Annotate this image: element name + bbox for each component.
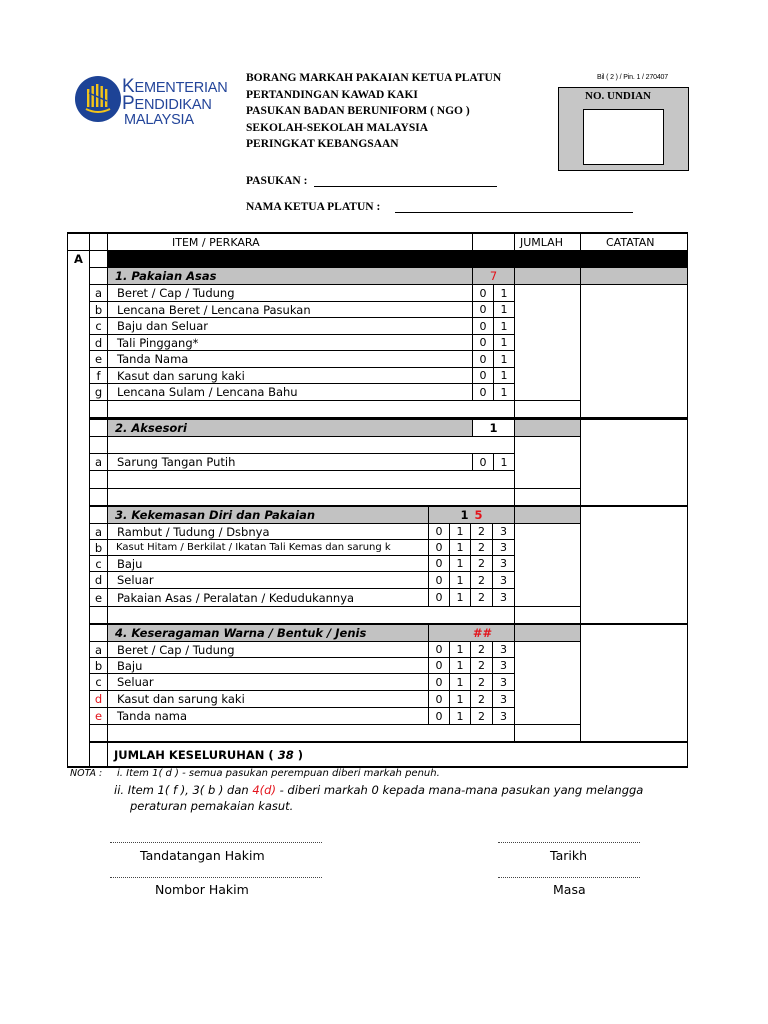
spacer-row [107, 470, 515, 489]
row-letter: b [89, 657, 108, 674]
group-header-band [107, 250, 688, 268]
score-option: 0 [428, 539, 450, 556]
group-label: A [74, 252, 83, 266]
section-4-remarks-box [580, 624, 688, 743]
notes-label: NOTA : [70, 768, 103, 779]
row-letter: d [89, 571, 108, 589]
row-letter: a [89, 284, 108, 302]
section-2-title [107, 419, 473, 437]
header-total-label: JUMLAH [520, 235, 563, 249]
header-total [514, 233, 581, 251]
section-4-max-value: ## [472, 626, 493, 640]
score-option: 1 [449, 539, 471, 556]
section-2-remarks-box [580, 419, 688, 507]
score-option: 0 [428, 641, 450, 658]
score-option: 2 [470, 555, 493, 572]
logo-line-pendidikan: PENDIDIKAN [122, 93, 212, 114]
team-blank-line [314, 186, 497, 187]
row-letter-highlighted: d [89, 690, 108, 708]
score-option: 2 [470, 673, 493, 691]
section-4-max [428, 624, 515, 642]
section-1-total-head [514, 267, 581, 285]
letter-cell [89, 250, 108, 268]
section-1-remarks-box [580, 284, 688, 419]
row-letter: e [89, 588, 108, 607]
score-option: 0 [472, 383, 494, 401]
score-option: 1 [493, 317, 515, 335]
date-line [498, 842, 640, 843]
logo-line-kementerian: KEMENTERIAN [122, 76, 228, 97]
score-option: 1 [449, 641, 471, 658]
score-option: 0 [428, 673, 450, 691]
section-1-title [107, 267, 473, 285]
score-option: 0 [472, 350, 494, 368]
score-option: 0 [428, 523, 450, 540]
score-option: 2 [470, 539, 493, 556]
row-item: Rambut / Tudung / Dsbnya [107, 523, 429, 540]
team-label: PASUKAN : [246, 175, 308, 187]
row-letter: c [89, 317, 108, 335]
score-option: 0 [472, 301, 494, 318]
judge-number-line [110, 877, 322, 878]
note-2-prefix: ii. Item 1( f ), 3( b ) dan [114, 783, 253, 797]
section-2-max [472, 419, 515, 437]
letter-cell [89, 470, 108, 489]
row-item: Beret / Cap / Tudung [107, 284, 473, 302]
note-2-continuation: peraturan pemakaian kasut. [130, 799, 294, 813]
draw-number-field [583, 109, 664, 165]
score-option: 1 [493, 383, 515, 401]
score-option: 2 [470, 523, 493, 540]
row-letter: g [89, 383, 108, 401]
grand-total-value: 38 [277, 748, 294, 762]
header-cell-group [67, 233, 90, 251]
grand-total-label: JUMLAH KESELURUHAN ( [114, 748, 274, 762]
score-option: 1 [449, 657, 471, 674]
form-title-line-4: SEKOLAH-SEKOLAH MALAYSIA [246, 122, 429, 134]
row-item: Baju [107, 657, 429, 674]
section-1-remarks-head [580, 267, 688, 285]
score-option: 3 [492, 641, 515, 658]
form-title-line-1: BORANG MARKAH PAKAIAN KETUA PLATUN [246, 72, 502, 84]
score-option: 0 [472, 367, 494, 384]
section-3-total-head [514, 506, 581, 524]
score-option: 1 [449, 523, 471, 540]
section-2-total-box [514, 436, 581, 489]
row-letter: b [89, 539, 108, 556]
score-option: 1 [493, 367, 515, 384]
score-option: 3 [492, 571, 515, 589]
grand-total-close: ) [297, 748, 303, 762]
score-option: 3 [492, 523, 515, 540]
score-option: 0 [428, 657, 450, 674]
score-option: 3 [492, 673, 515, 691]
score-option: 3 [492, 588, 515, 607]
score-option: 2 [470, 690, 493, 708]
section-4-total-head [514, 624, 581, 642]
section-1-max-value: 7 [489, 269, 498, 283]
row-item: Pakaian Asas / Peralatan / Kedudukannya [107, 588, 429, 607]
score-option: 1 [449, 690, 471, 708]
row-letter: d [89, 334, 108, 351]
row-letter: a [89, 641, 108, 658]
section-3-title-text: 3. Kekemasan Diri dan Pakaian [115, 508, 316, 522]
section-1-title-text: 1. Pakaian Asas [115, 269, 217, 283]
judge-signature-label: Tandatangan Hakim [140, 848, 265, 863]
date-label: Tarikh [550, 848, 587, 863]
header-cell-score [472, 233, 515, 251]
form-title-line-5: PERINGKAT KEBANGSAAN [246, 138, 399, 150]
row-item: Kasut Hitam / Berkilat / Ikatan Tali Kemas dan sarung k [107, 539, 429, 556]
letter-cell [89, 419, 108, 437]
judge-signature-line [110, 842, 322, 843]
group-column [67, 250, 90, 768]
draw-number-box [558, 87, 689, 171]
score-option: 1 [449, 707, 471, 725]
spacer-row [107, 436, 515, 454]
letter-cell [89, 624, 108, 642]
form-title-line-3: PASUKAN BADAN BERUNIFORM ( NGO ) [246, 105, 470, 117]
score-option: 1 [493, 350, 515, 368]
note-2-highlight: 4(d) [252, 783, 276, 797]
score-option: 1 [449, 571, 471, 589]
score-option: 1 [493, 453, 515, 471]
score-option: 1 [493, 284, 515, 302]
header-item-label: ITEM / PERKARA [172, 235, 260, 249]
score-option: 0 [428, 690, 450, 708]
judge-number-label: Nombor Hakim [155, 882, 249, 897]
row-letter: b [89, 301, 108, 318]
section-1-total-box [514, 284, 581, 401]
section-3-max [428, 506, 515, 524]
row-item: Seluar [107, 673, 429, 691]
score-option: 2 [470, 588, 493, 607]
row-item: Tanda nama [107, 707, 429, 725]
score-option: 2 [470, 641, 493, 658]
row-item: Seluar [107, 571, 429, 589]
row-item: Kasut dan sarung kaki [107, 367, 473, 384]
row-letter: c [89, 673, 108, 691]
header-remarks [580, 233, 688, 251]
logo-line-malaysia: MALAYSIA [124, 112, 194, 128]
row-item: Baju [107, 555, 429, 572]
score-option: 0 [428, 707, 450, 725]
row-item: Kasut dan sarung kaki [107, 690, 429, 708]
table-top-rule [67, 232, 688, 234]
row-item: Beret / Cap / Tudung [107, 641, 429, 658]
row-letter: a [89, 523, 108, 540]
score-option: 0 [428, 588, 450, 607]
leader-label: NAMA KETUA PLATUN : [246, 201, 381, 213]
letter-cell [89, 436, 108, 454]
score-option: 3 [492, 555, 515, 572]
score-option: 1 [449, 673, 471, 691]
score-option: 1 [449, 555, 471, 572]
form-reference-number: Bil ( 2 ) / Pin. 1 / 270407 [597, 74, 669, 81]
letter-cell [89, 742, 108, 768]
row-letter: f [89, 367, 108, 384]
note-2-suffix: - diberi markah 0 kepada mana-mana pasukan yang melangga [275, 783, 644, 797]
score-option: 2 [470, 657, 493, 674]
header-cell-letter [89, 233, 108, 251]
score-option: 3 [492, 657, 515, 674]
grand-total-row [107, 742, 688, 768]
row-letter: e [89, 350, 108, 368]
score-option: 2 [470, 707, 493, 725]
row-letter-highlighted: e [89, 707, 108, 725]
row-item: Tali Pinggang* [107, 334, 473, 351]
note-1: i. Item 1( d ) - semua pasukan perempuan diberi markah penuh. [117, 768, 440, 779]
section-4-title [107, 624, 429, 642]
draw-number-label: NO. UNDIAN [585, 90, 651, 102]
section-3-remarks-box [580, 506, 688, 625]
section-4-title-text: 4. Keseragaman Warna / Bentuk / Jenis [115, 626, 367, 640]
leader-blank-line [395, 212, 633, 213]
section-3-title [107, 506, 429, 524]
score-option: 0 [428, 555, 450, 572]
score-option: 1 [493, 334, 515, 351]
note-2 [114, 782, 687, 798]
score-option: 3 [492, 690, 515, 708]
section-1-max [472, 267, 515, 285]
row-item: Lencana Beret / Lencana Pasukan [107, 301, 473, 318]
section-2-total-head [514, 419, 581, 437]
letter-cell [89, 506, 108, 524]
section-3-max-digit-1: 1 [460, 508, 469, 522]
section-3-total-box [514, 523, 581, 607]
header-remarks-label: CATATAN [606, 235, 655, 249]
score-option: 0 [428, 571, 450, 589]
section-2-max-value: 1 [489, 421, 498, 435]
score-option: 0 [472, 284, 494, 302]
letter-cell [89, 267, 108, 285]
score-option: 2 [470, 571, 493, 589]
section-3-max-digit-2: 5 [474, 508, 483, 522]
form-title-line-2: PERTANDINGAN KAWAD KAKI [246, 89, 418, 101]
score-option: 0 [472, 334, 494, 351]
score-option: 3 [492, 539, 515, 556]
score-option: 0 [472, 317, 494, 335]
time-line [498, 877, 640, 878]
row-item: Lencana Sulam / Lencana Bahu [107, 383, 473, 401]
time-label: Masa [553, 882, 586, 897]
score-option: 1 [449, 588, 471, 607]
ministry-emblem-icon [74, 75, 122, 123]
section-4-total-box [514, 641, 581, 725]
row-item: Tanda Nama [107, 350, 473, 368]
score-option: 0 [472, 453, 494, 471]
score-option: 3 [492, 707, 515, 725]
row-letter: a [89, 453, 108, 471]
score-option: 1 [493, 301, 515, 318]
row-item: Baju dan Seluar [107, 317, 473, 335]
row-letter: c [89, 555, 108, 572]
section-2-title-text: 2. Aksesori [115, 421, 187, 435]
row-item: Sarung Tangan Putih [107, 453, 473, 471]
header-item [107, 233, 473, 251]
ministry-logo-text [122, 76, 228, 128]
